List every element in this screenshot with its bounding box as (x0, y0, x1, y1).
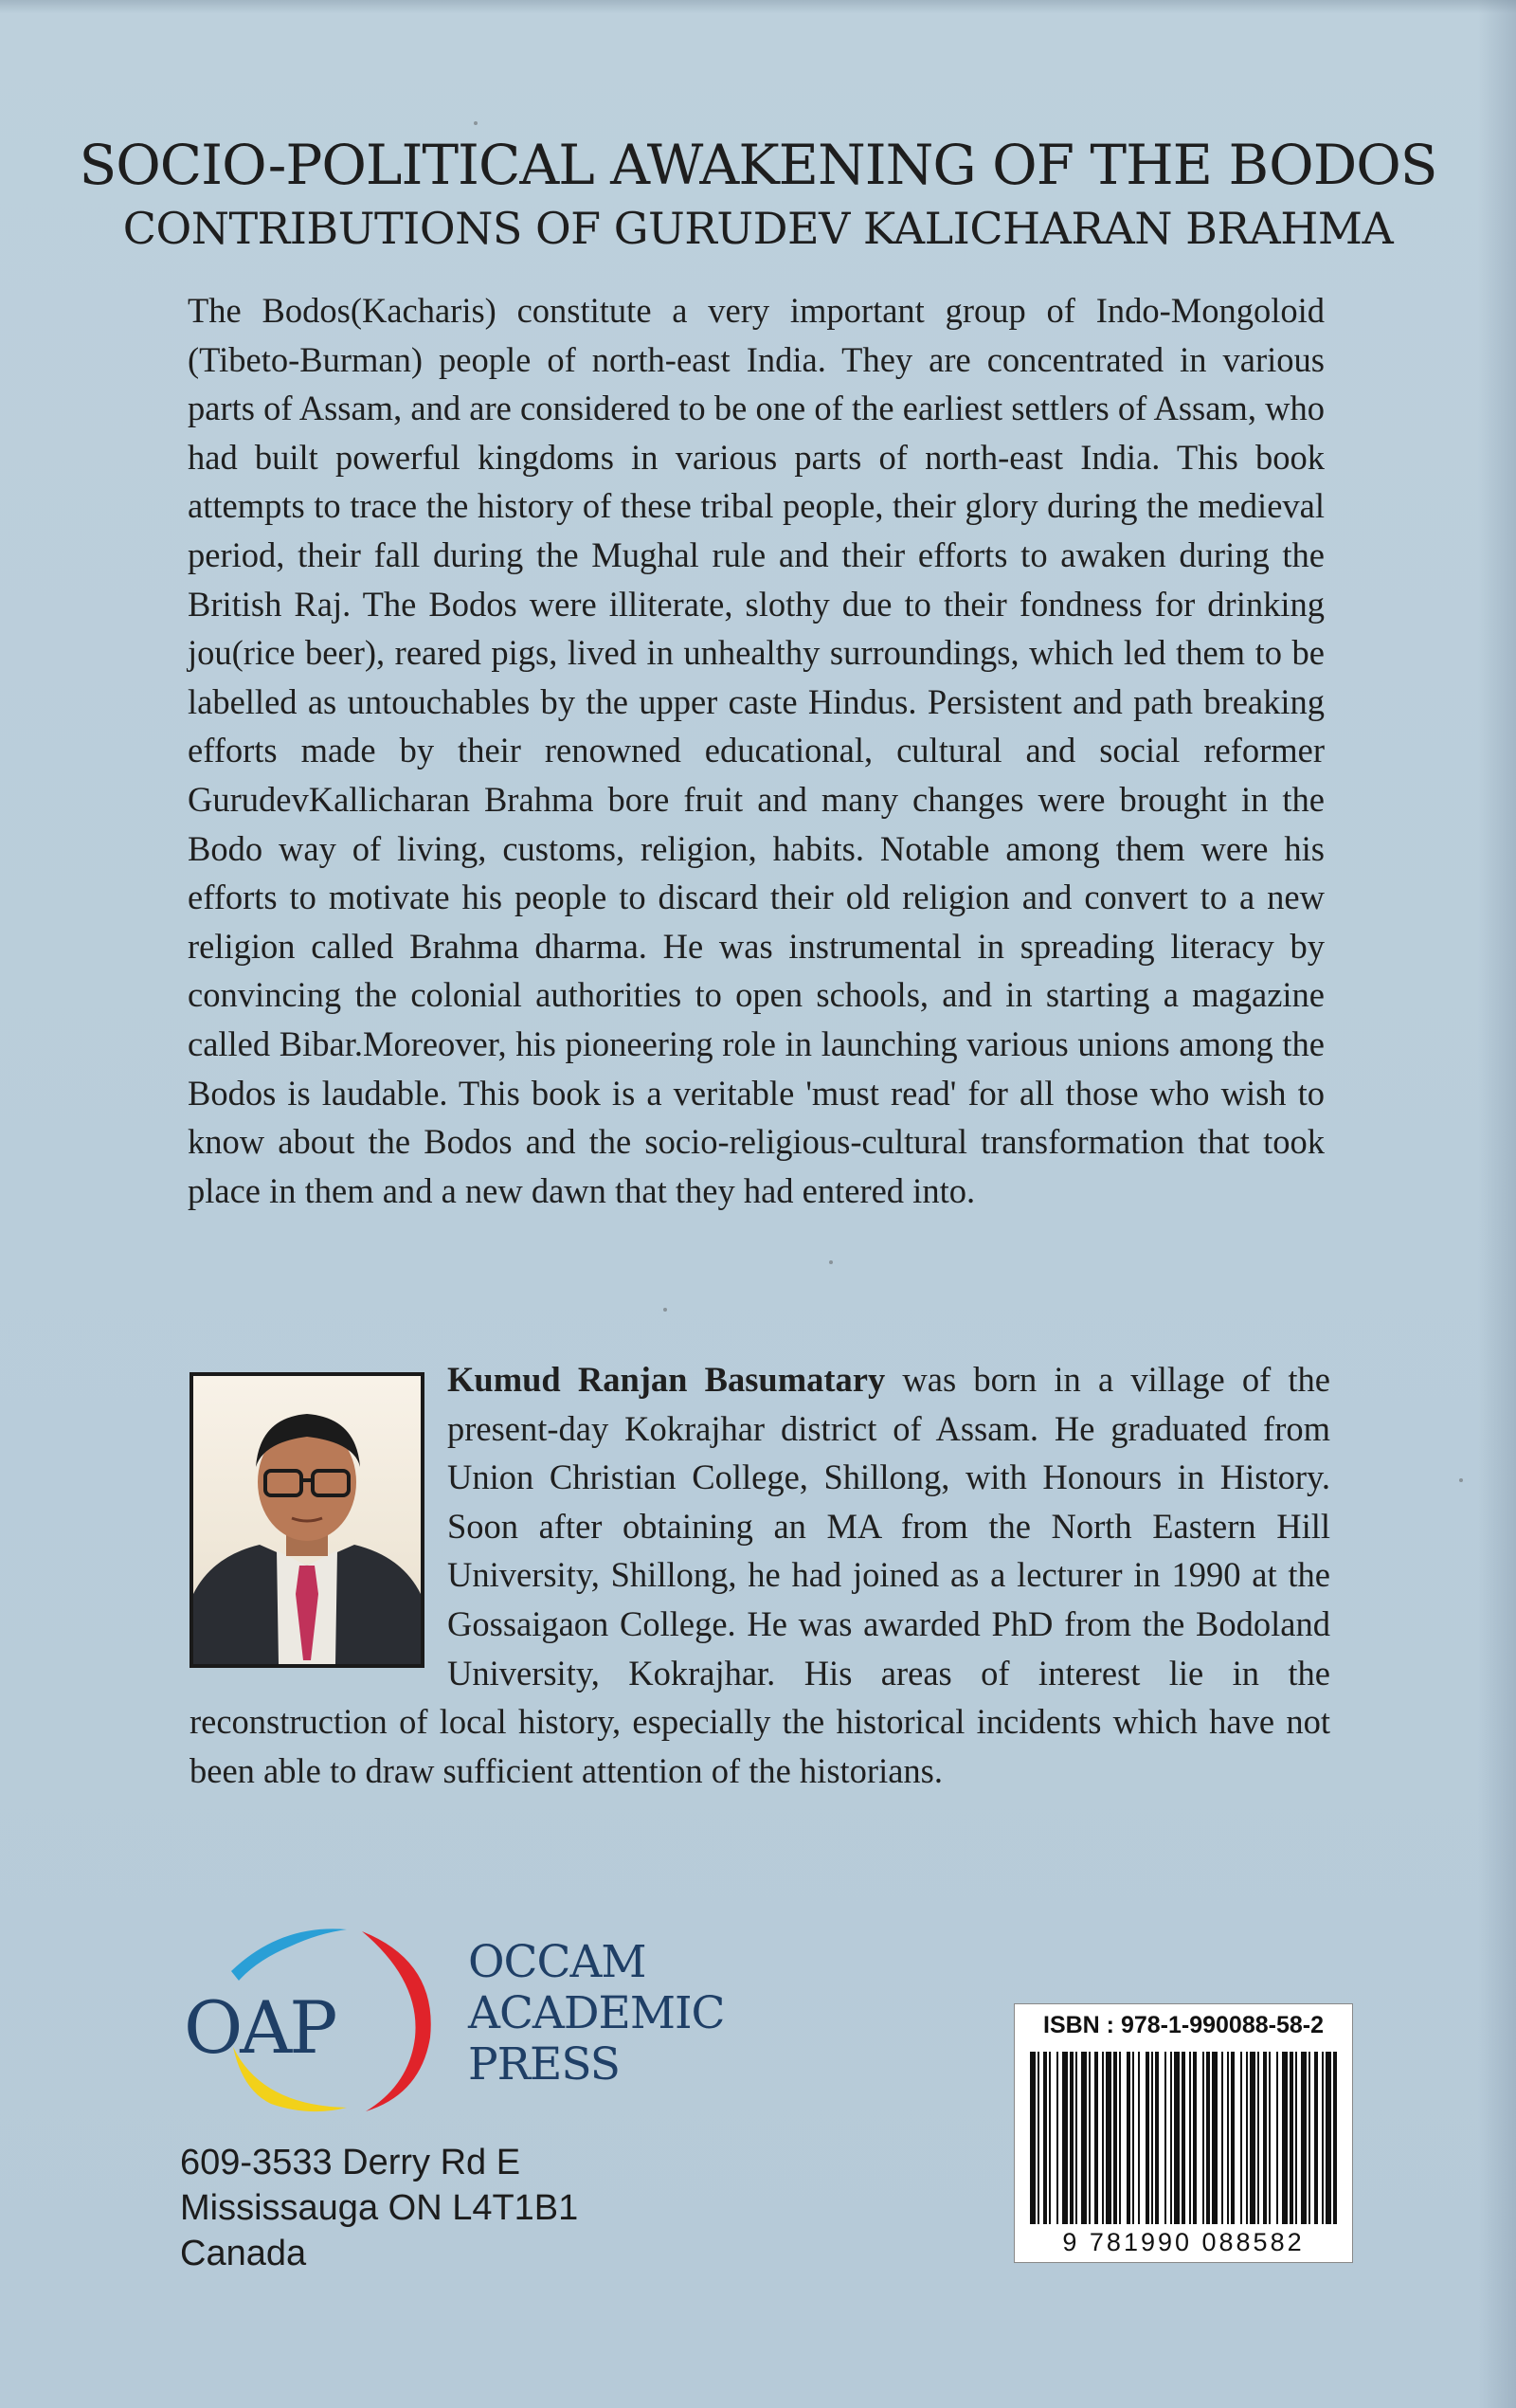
barcode-bar (1062, 2052, 1068, 2224)
barcode-bar (1043, 2052, 1047, 2224)
barcode-bar (1170, 2052, 1172, 2224)
publisher-logo (176, 1905, 460, 2123)
barcode-bar (1182, 2052, 1185, 2224)
barcode-icon (1024, 2052, 1343, 2228)
book-description: The Bodos(Kacharis) constitute a very important group of Indo-Mongoloid (Tibeto-Burman) people of north-east India. They are concentrated in various parts of Assam, and are considered to be one of the earliest settlers of Assam, who had built powerful kingdoms in various parts of north-east India. This book attempts to trace the history of these tribal people, their glory during the medieval period, their fall during the Mughal rule and their efforts to awaken during the British Raj. The Bodos were illiterate, slothy due to their fondness for drinking jou(rice beer), reared pigs, lived in unhealthy surroundings, which led them to be labelled as untouchables by the upper caste Hindus. Persistent and path breaking efforts made by their renowned educational, cultural and social reformer GurudevKallicharan Brahma bore fruit and many changes were brought in the Bodo way of living, customs, religion, habits. Notable among them were his efforts to motivate his people to discard their old religion and convert to a new religion called Brahma dharma. He was instrumental in spreading literacy by convincing the colonial authorities to open schools, and in starting a magazine called Bibar.Moreover, his pioneering role in launching various unions among the Bodos is laudable. This book is a veritable 'must read' for all those who wish to know about the Bodos and the socio-religious-cultural transformation that took place in them and a new dawn that they had entered into. (188, 291, 1325, 1210)
publisher-name-line3: PRESS (468, 2038, 620, 2091)
publisher-name-line1: OCCAM (468, 1936, 646, 1988)
barcode-bar (1250, 2052, 1255, 2224)
barcode-bar (1151, 2052, 1153, 2224)
barcode-bar (1322, 2052, 1324, 2224)
barcode-bar (1075, 2052, 1077, 2224)
address-line2: Mississauga ON L4T1B1 (180, 2188, 579, 2228)
author-bio-text: was born in a village of the present-day Kokrajhar district of Assam. He graduated from Union Christian College, Shillong, with Honours in History. Soon after obtaining an MA from the North Eastern Hill University, Shillong, he had joined as a lecturer in 1990 at the Gossaigaon College. He was awarded PhD from the Bodoland University, Kokrajhar. His areas of interest lie in the reconstruction of local history, especially the historical incidents which have not been able to draw sufficient attention of the historians. (190, 1360, 1330, 1790)
barcode-bar (1106, 2052, 1111, 2224)
cover-top-edge (0, 0, 1516, 13)
book-subtitle: CONTRIBUTIONS OF GURUDEV KALICHARAN BRAHMA (122, 203, 1394, 254)
cover-right-edge (1478, 0, 1516, 2408)
barcode-bar (1132, 2052, 1134, 2224)
barcode-bar (1295, 2052, 1297, 2224)
author-name: Kumud Ranjan Basumatary (447, 1360, 886, 1399)
barcode-bar (1231, 2052, 1235, 2224)
barcode-bar (1094, 2052, 1098, 2224)
cover-speck (663, 1308, 667, 1312)
author-photo (190, 1372, 424, 1668)
barcode-bar (1246, 2052, 1248, 2224)
barcode-bar (1212, 2052, 1218, 2224)
barcode-bar (1240, 2052, 1242, 2224)
address-line3: Canada (180, 2234, 307, 2273)
barcode-bar (1202, 2052, 1204, 2224)
barcode-bar (1227, 2052, 1229, 2224)
barcode-bar (1049, 2052, 1051, 2224)
barcode-bar (1113, 2052, 1117, 2224)
isbn-barcode-box (1014, 2003, 1353, 2263)
barcode-bar (1174, 2052, 1180, 2224)
barcode-bar (1081, 2052, 1087, 2224)
publisher-address (180, 2140, 578, 2276)
isbn-digits: 9 781990 088582 (1062, 2228, 1305, 2256)
barcode-bar (1138, 2052, 1140, 2224)
book-title: SOCIO-POLITICAL AWAKENING OF THE BODOS (79, 133, 1437, 197)
publisher-name-line2: ACADEMIC (468, 1987, 725, 2039)
barcode-bar (1314, 2052, 1318, 2224)
publisher-logo-text: OAP (184, 1985, 335, 2070)
barcode-bar (1308, 2052, 1310, 2224)
barcode-bar (1206, 2052, 1210, 2224)
barcode-bar (1038, 2052, 1039, 2224)
barcode-bar (1301, 2052, 1307, 2224)
isbn-label: ISBN : 978-1-990088-58-2 (1043, 2012, 1324, 2038)
cover-speck (474, 121, 478, 125)
barcode-bar (1326, 2052, 1331, 2224)
cover-speck (829, 1260, 833, 1264)
barcode-bar (1269, 2052, 1271, 2224)
barcode-bar (1290, 2052, 1293, 2224)
barcode-bar (1089, 2052, 1091, 2224)
barcode-bar (1193, 2052, 1197, 2224)
barcode-bar (1127, 2052, 1130, 2224)
barcode-bar (1257, 2052, 1259, 2224)
barcode-bar (1221, 2052, 1223, 2224)
barcode-bar (1146, 2052, 1149, 2224)
cover-speck (1459, 1478, 1463, 1482)
barcode-bar (1164, 2052, 1166, 2224)
barcode-bar (1263, 2052, 1267, 2224)
barcode-bar (1056, 2052, 1058, 2224)
barcode-bar (1282, 2052, 1288, 2224)
barcode-bar (1276, 2052, 1278, 2224)
author-portrait-icon (193, 1376, 421, 1664)
address-line1: 609-3533 Derry Rd E (180, 2143, 521, 2182)
barcode-bar (1030, 2052, 1036, 2224)
publisher-name (468, 1937, 725, 2091)
barcode-bar (1333, 2052, 1337, 2224)
barcode-bar (1155, 2052, 1159, 2224)
barcode-bar (1119, 2052, 1121, 2224)
barcode-bar (1070, 2052, 1074, 2224)
barcode-bar (1102, 2052, 1104, 2224)
barcode-bar (1189, 2052, 1191, 2224)
